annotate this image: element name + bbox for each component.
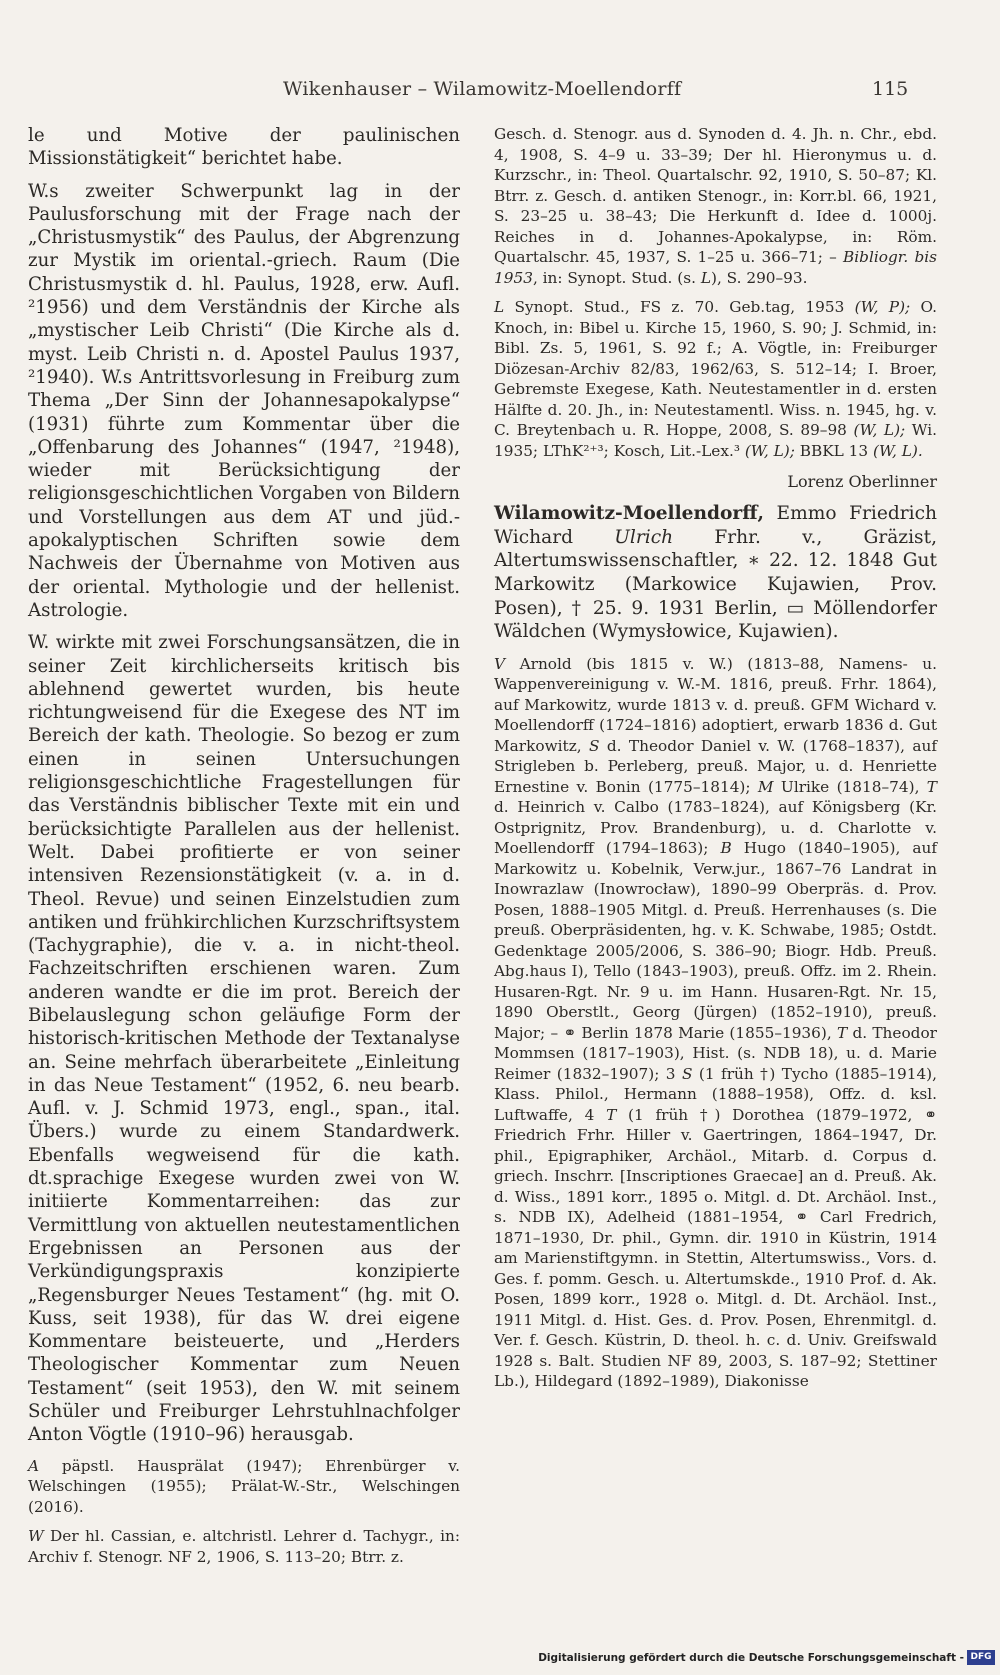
works-text: Der hl. Cassian, e. altchristl. Lehrer d. Tachygr., in: Archiv f. Stenogr. NF 2, 1906, S. 113–20; Btrr. z. [28,1527,460,1566]
genealogy-text: Ulrike (1818–74), [773,777,927,796]
entry-text-italic: Ulrich [614,526,674,548]
genealogy-block [494,654,937,1392]
genealogy-text: Arnold (bis 1815 v. W.) (1813–88, Namens- u. Wappenvereinigung v. W.-M. 1816, preuß. Frhr. 1864), auf Markowitz, wurde 1813 v. d. preuß. GFM Wichard v. Moellendorff (1724–1816) adoptiert, erwarb 1836 d. Gut Markowitz, [494,654,937,755]
genealogy-text-italic: M [757,777,774,796]
paragraph: le und Motive der paulinischen Missionstätigkeit“ berichtet habe. [28,125,460,170]
works-section [28,1526,460,1567]
reference-block [28,1456,460,1568]
works-text-italic: L [700,268,711,287]
literature-text-italic: (W, L). [873,441,923,460]
works-text: , in: Synopt. Stud. (s. [532,268,701,287]
entry-name: Wilamowitz-Moellendorff, [494,503,764,525]
literature-section [494,297,937,461]
works-text: ), S. 290–93. [710,268,808,287]
article-author: Lorenz Oberlinner [787,472,937,491]
entry-heading [494,502,937,644]
literature-text: Wi. 1935; LThK²⁺³; Kosch, Lit.-Lex.³ [494,421,937,460]
page-header [0,78,1000,108]
genealogy-text: d. Theodor Daniel v. W. (1768–1837), auf Strigleben b. Perleberg, preuß. Major, u. d. Henriette Ernestine v. Bonin (1775–1814); [494,736,938,796]
honors-section [28,1456,460,1518]
works-text-italic: Bibliogr. bis 1953 [494,248,938,287]
genealogy-section [494,654,937,1392]
literature-text: BBKL 13 [794,441,873,460]
genealogy-text: d. Theodor Mommsen (1817–1903), Hist. (s. NDB 18), u. d. Marie Reimer (1832–1907); 3 [494,1023,937,1083]
honors-text: päpstl. Hausprälat (1947); Ehrenbürger v. Welschingen (1955); Prälat-W.-Str., Welschingen (2016). [28,1456,460,1516]
genealogy-text-italic: S [589,736,600,755]
genealogy-text: (1 früh †) Tycho (1885–1914), Klass. Philol., Hermann (1888–1958), Offz. d. ksl. Luftwaffe, 4 [494,1064,938,1124]
section-mark: A [28,1456,40,1475]
genealogy-text-italic: T [836,1023,848,1042]
left-column [28,124,460,1576]
section-mark: L [494,298,505,316]
literature-text-italic: (W, L); [744,441,795,460]
genealogy-text-italic: B [720,839,732,858]
entry-text: Emmo Friedrich Wichard [494,503,937,548]
literature-text: O. Knoch, in: Bibel u. Kirche 15, 1960, S. 90; J. Schmid, in: Bibl. Zs. 5, 1961, S. 92 f.; A. Vögtle, in: Freiburger Diözesan-Archiv 82/83, 1962/63, S. 512–14; I. Broer, Gebremste Exegese, Kath. Neutestamentler in d. ersten Hälfte d. 20. Jh., in: Neutestamentl. Wiss. n. 1945, hg. v. C. Breytenbach u. R. Hoppe, 2008, S. 89–98 [494,298,938,439]
paragraph: W.s zweiter Schwerpunkt lag in der Paulusforschung mit der Frage nach der „Christusmystik“ des Paulus, der Abgrenzung zur Mystik im oriental.-griech. Raum (Die Christusmystik d. hl. Paulus, 1928, erw. Aufl. ²1956) und dem Verständnis der Kirche als „mystischer Leib Christi“ (Die Kirche als d. myst. Leib Christi n. d. Apostel Paulus 1937, ²1940). W.s Antrittsvorlesung in Freiburg zum Thema „Der Sinn der Johannesapokalypse“ (1931) führte zum Kommentar über die „Offenbarung des Johannes“ (1947, ²1948), wieder mit Berücksichtigung der religionsgeschichtlichen Vorgaben von Bildern und Vorstellungen aus dem AT und jüd.-apokalyptischen Schriften sowie dem Nachweis der Übernahme von Motiven aus der oriental. Mythologie und der hellenist. Astrologie. [28,180,460,621]
section-mark: W [28,1527,44,1546]
dfg-logo: DFG [967,1650,995,1665]
section-mark: V [494,654,506,673]
works-continued [494,124,937,288]
page-number: 115 [872,78,909,100]
genealogy-text: (1 früh †) Dorothea (1879–1972, ⚭ Friedrich Frhr. Hiller v. Gaertringen, 1864–1947, Dr. phil., Epigraphiker, Archäol., Mitarb. d. Corpus d. griech. Inschrr. [Inscriptiones Graecae] an d. Preuß. Ak. d. Wiss., 1891 korr., 1895 o. Mitgl. d. Dt. Archäol. Inst., s. NDB IX), Adelheid (1881–1954, ⚭ Carl Fredrich, 1871–1930, Dr. phil., Gymn. dir. 1910 in Küstrin, 1914 am Marienstiftgymn. in Stettin, Altertumswiss., Vors. d. Ges. f. pomm. Gesch. u. Altertumskde., 1910 Prof. d. Ak. Posen, 1899 korr., 1928 o. Mitgl. d. Dt. Archäol. Inst., 1911 Mitgl. d. Hist. Ges. d. Prov. Posen, Ehrenmitgl. d. Ver. f. Gesch. Küstrin, D. theol. h. c. d. Univ. Greifswald 1928 s. Balt. Studien NF 89, 2003, S. 187–92; Stettiner Lb.), Hildegard (1892–1989), Diakonisse [494,1105,937,1391]
genealogy-text: Hugo (1840–1905), auf Markowitz u. Kobelnik, Verw.jur., 1867–76 Landrat in Inowrazlaw (Inowrocław), 1890–99 Oberpräs. d. Prov. Posen, 1888–1905 Mitgl. d. Preuß. Herrenhauses (s. Die preuß. Oberpräsidenten, hg. v. K. Schwabe, 1985; Ostdt. Gedenktage 2005/2006, S. 386–90; Biogr. Hdb. Preuß. Abg.haus I), Tello (1843–1903), preuß. Offz. im 2. Rhein. Husaren-Rgt. Nr. 9 u. im Hann. Husaren-Rgt. Nr. 15, 1890 Oberstlt., Georg (Jürgen) (1852–1910), preuß. Major; – ⚭ Berlin 1878 Marie (1855–1936), [494,839,937,1042]
footer-credit: Digitalisierung gefördert durch die Deutsche Forschungsgemeinschaft - [538,1652,964,1664]
running-head: Wikenhauser – Wilamowitz-Moellendorff [283,78,682,100]
works-text: Gesch. d. Stenogr. aus d. Synoden d. 4. Jh. n. Chr., ebd. 4, 1908, S. 4–9 u. 33–39; Der hl. Hieronymus u. d. Kurzschr., in: Theol. Quartalschr. 92, 1910, S. 50–87; Kl. Btrr. z. Gesch. d. antiken Stenogr., in: Korr.bl. 66, 1921, S. 23–25 u. 38–43; Die Herkunft d. Idee d. 1000j. Reiches in d. Johannes-Apokalypse, in: Röm. Quartalschr. 45, 1937, S. 1–25 u. 366–71; – [494,125,937,266]
genealogy-text-italic: T [926,777,937,796]
literature-text-italic: (W, L); [853,421,906,439]
entry-text: Frhr. v., Gräzist, Altertumswissenschaftler, ∗ 22. 12. 1848 Gut Markowitz (Markowice Kujawien, Prov. Posen), † 25. 9. 1931 Berlin, ▭ Möllendorfer Wäldchen (Wymysłowice, Kujawien). [494,526,937,643]
digitization-footer [0,1650,1000,1670]
genealogy-text-italic: S [681,1064,693,1083]
literature-text-italic: (W, P); [854,298,911,316]
paragraph: W. wirkte mit zwei Forschungsansätzen, die in seiner Zeit kirchlicherseits kritisch bis ablehnend gewertet wurden, bis heute richtungweisend für die Exegese des NT im Bereich der kath. Theologie. So bezog er zum einen in seinen Untersuchungen religionsgeschichtliche Fragestellungen für das Verständnis biblischer Texte mit ein und berücksichtigte Parallelen aus der hellenist. Welt. Dabei profitierte er von seiner intensiven Rezensionstätigkeit (v. a. in d. Theol. Revue) und seinen Einzelstudien zum antiken und frühkirchlichen Kurzschriftsystem (Tachygraphie), die v. a. in nicht-theol. Fachzeitschriften erschienen waren. Zum anderen wandte er die im prot. Bereich der Bibelauslegung schon geläufige Form der historisch-kritischen Methode der Textanalyse an. Seine mehrfach überarbeitete „Einleitung in das Neue Testament“ (1952, 6. neu bearb. Aufl. v. J. Schmid 1973, engl., span., ital. Übers.) wurde zu einem Standardwerk. Ebenfalls wegweisend für die kath. dt.sprachige Exegese wurden zwei von W. initiierte Kommentarreihen: das zur Vermittlung von aktuellen neutestamentlichen Ergebnissen an Personen aus der Verkündigungspraxis konzipierte „Regensburger Neues Testament“ (hg. mit O. Kuss, seit 1938), für das W. drei eigene Kommentare beisteuerte, und „Herders Theologischer Kommentar zum Neuen Testament“ (seit 1953), den W. mit seinem Schüler und Freiburger Lehrstuhlnachfolger Anton Vögtle (1910–96) herausgab. [28,632,460,1446]
literature-text: Synopt. Stud., FS z. 70. Geb.tag, 1953 [504,298,855,316]
right-column [494,124,937,1401]
genealogy-text-italic: T [606,1105,617,1124]
reference-block [494,124,937,461]
genealogy-text: d. Heinrich v. Calbo (1783–1824), auf Königsberg (Kr. Ostprignitz, Prov. Brandenburg), u. d. Charlotte v. Moellendorff (1794–1863); [494,798,937,858]
